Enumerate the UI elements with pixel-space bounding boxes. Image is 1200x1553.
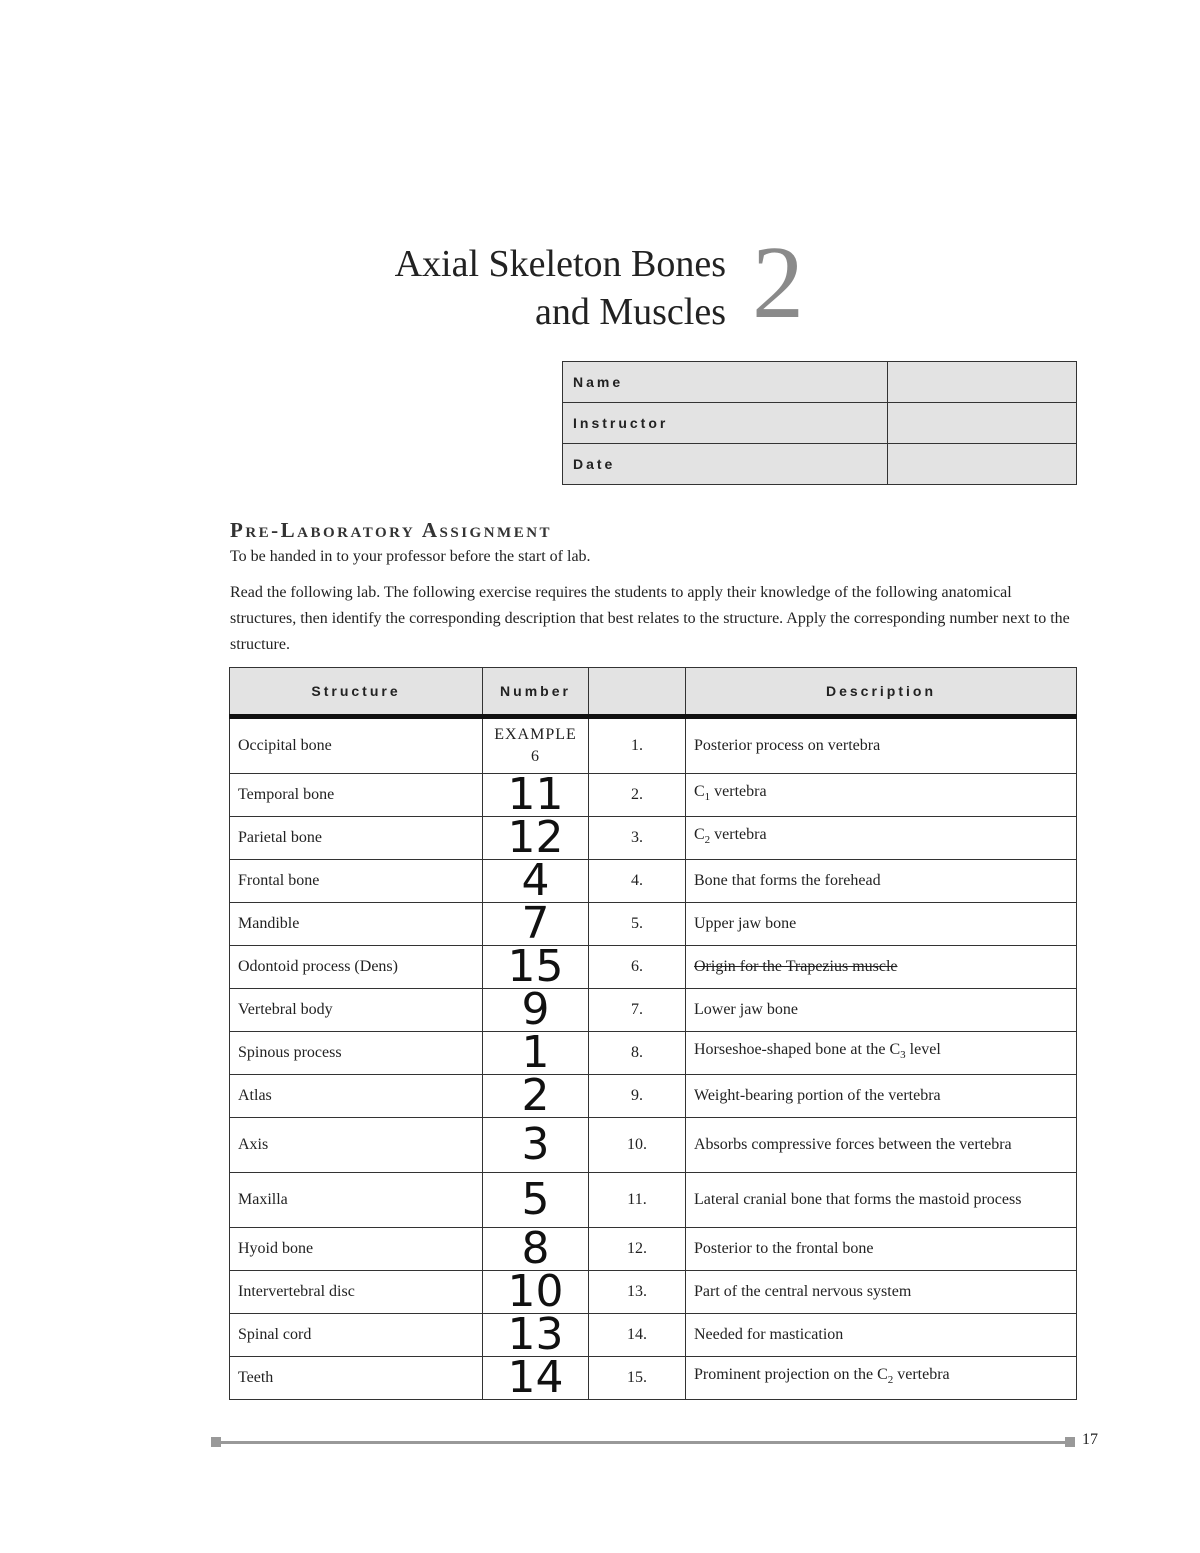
number-answer-cell[interactable] [483, 1309, 589, 1360]
number-answer-cell[interactable] [483, 717, 589, 774]
description-cell: Weight-bearing portion of the vertebra [686, 1075, 1077, 1118]
header-number: Number [483, 668, 589, 717]
title-line-2: and Muscles [534, 291, 726, 333]
description-text: Prominent projection on the C [694, 1366, 888, 1384]
number-answer-cell[interactable] [483, 1070, 589, 1121]
description-index-cell: 6. [589, 946, 686, 989]
table-row [230, 1075, 1077, 1118]
chapter-number: 2 [752, 225, 804, 340]
structure-cell: Intervertebral disc [230, 1271, 483, 1314]
table-row [230, 1228, 1077, 1271]
vertebra-subscript: 2 [704, 834, 711, 847]
description-cell: Lower jaw bone [686, 989, 1077, 1032]
description-text-suffix: level [905, 1041, 941, 1059]
matching-table [229, 667, 1077, 1403]
description-index-cell: 4. [589, 860, 686, 903]
structure-cell: Axis [230, 1118, 483, 1173]
number-answer-cell[interactable] [483, 812, 589, 863]
chapter-title [395, 240, 726, 336]
date-field[interactable] [888, 444, 1077, 485]
info-row-instructor [563, 403, 1077, 444]
description-index-cell: 1. [589, 717, 686, 774]
description-cell: Needed for mastication [686, 1314, 1077, 1357]
table-row [230, 1032, 1077, 1075]
description-index-cell: 13. [589, 1271, 686, 1314]
structure-cell: Maxilla [230, 1173, 483, 1228]
handwritten-answer: 10 [507, 1266, 564, 1317]
number-answer-cell[interactable] [483, 769, 589, 820]
table-row [230, 774, 1077, 817]
description-text-suffix: vertebra [893, 1366, 950, 1384]
table-row [230, 1357, 1077, 1400]
instructor-field[interactable] [888, 403, 1077, 444]
number-answer-cell[interactable] [483, 855, 589, 906]
number-answer-cell[interactable] [483, 1352, 589, 1403]
description-index-cell: 7. [589, 989, 686, 1032]
handwritten-answer: 7 [521, 898, 550, 949]
structure-cell: Mandible [230, 903, 483, 946]
description-index-cell: 15. [589, 1357, 686, 1400]
header-index [589, 668, 686, 717]
title-line-1: Axial Skeleton Bones [394, 243, 726, 285]
header-description: Description [686, 668, 1077, 717]
footer-rule [214, 1441, 1068, 1444]
description-cell [686, 774, 1077, 817]
number-answer-cell[interactable] [483, 1173, 589, 1228]
header-structure: Structure [230, 668, 483, 717]
student-info-table [562, 361, 1077, 485]
page-number: 17 [1082, 1431, 1098, 1448]
description-text: C [694, 783, 705, 801]
structure-cell: Teeth [230, 1357, 483, 1400]
description-cell: Bone that forms the forehead [686, 860, 1077, 903]
description-index-cell: 12. [589, 1228, 686, 1271]
description-cell [686, 1357, 1077, 1400]
handwritten-answer: 13 [507, 1309, 564, 1360]
name-field[interactable] [888, 362, 1077, 403]
number-answer-cell[interactable] [483, 1223, 589, 1274]
footer-right-marker [1065, 1437, 1075, 1447]
structure-cell: Frontal bone [230, 860, 483, 903]
table-row [230, 717, 1077, 774]
description-index-cell: 11. [589, 1173, 686, 1228]
structure-cell: Occipital bone [230, 717, 483, 774]
number-answer-cell[interactable] [483, 941, 589, 992]
structure-cell: Vertebral body [230, 989, 483, 1032]
section-subheading: To be handed in to your professor before the start of lab. [230, 548, 591, 565]
description-cell: Posterior process on vertebra [686, 717, 1077, 774]
handwritten-answer: 14 [507, 1352, 564, 1403]
structure-cell: Temporal bone [230, 774, 483, 817]
section-heading: Pre-Laboratory Assignment [230, 518, 553, 542]
info-row-name [563, 362, 1077, 403]
description-index-cell: 5. [589, 903, 686, 946]
description-cell: Posterior to the frontal bone [686, 1228, 1077, 1271]
description-cell: Lateral cranial bone that forms the mastoid process [686, 1173, 1077, 1228]
description-cell: Part of the central nervous system [686, 1271, 1077, 1314]
description-text-suffix: vertebra [710, 826, 767, 844]
vertebra-subscript: 1 [704, 791, 711, 804]
table-row [230, 1118, 1077, 1173]
table-row [230, 860, 1077, 903]
description-text-suffix: vertebra [710, 783, 767, 801]
number-answer-cell[interactable] [483, 1266, 589, 1317]
description-index-cell: 9. [589, 1075, 686, 1118]
table-row [230, 1173, 1077, 1228]
structure-cell: Parietal bone [230, 817, 483, 860]
table-row [230, 1271, 1077, 1314]
number-answer-cell[interactable] [483, 1118, 589, 1173]
description-index-cell: 14. [589, 1314, 686, 1357]
description-cell [686, 817, 1077, 860]
name-label: Name [563, 362, 888, 403]
description-cell [686, 1032, 1077, 1075]
structure-cell: Spinous process [230, 1032, 483, 1075]
handwritten-answer: 3 [521, 1119, 550, 1170]
description-index-cell: 3. [589, 817, 686, 860]
handwritten-answer: 2 [521, 1070, 550, 1121]
table-row [230, 903, 1077, 946]
info-row-date [563, 444, 1077, 485]
structure-cell: Hyoid bone [230, 1228, 483, 1271]
matching-table-header [230, 668, 1077, 717]
structure-cell: Spinal cord [230, 1314, 483, 1357]
handwritten-answer: 8 [521, 1223, 550, 1274]
number-answer-cell[interactable] [483, 898, 589, 949]
handwritten-answer: 15 [507, 941, 564, 992]
structure-cell: Atlas [230, 1075, 483, 1118]
date-label: Date [563, 444, 888, 485]
table-row [230, 989, 1077, 1032]
instructions-paragraph: Read the following lab. The following exercise requires the students to apply their knowledge of the following anatomical structures, then identify the corresponding description that best relates to the structure. Apply the corresponding number next to the structure. [230, 584, 1070, 653]
description-cell: Upper jaw bone [686, 903, 1077, 946]
number-answer-cell[interactable] [483, 984, 589, 1035]
handwritten-answer: 1 [521, 1027, 550, 1078]
description-cell: Absorbs compressive forces between the vertebra [686, 1118, 1077, 1173]
description-index-cell: 10. [589, 1118, 686, 1173]
description-text: C [694, 826, 705, 844]
example-number: 6 [531, 748, 540, 765]
description-text: Horseshoe-shaped bone at the C [694, 1041, 901, 1059]
handwritten-answer: 9 [521, 984, 550, 1035]
table-row [230, 946, 1077, 989]
handwritten-answer: 12 [507, 812, 564, 863]
handwritten-answer: 11 [507, 769, 564, 820]
description-index-cell: 2. [589, 774, 686, 817]
vertebra-subscript: 2 [887, 1374, 894, 1387]
handwritten-answer: 5 [521, 1174, 550, 1225]
handwritten-answer: 4 [521, 855, 550, 906]
structure-cell: Odontoid process (Dens) [230, 946, 483, 989]
description-index-cell: 8. [589, 1032, 686, 1075]
instructor-label: Instructor [563, 403, 888, 444]
description-cell: Origin for the Trapezius muscle [686, 946, 1077, 989]
vertebra-subscript: 3 [900, 1049, 906, 1062]
table-row [230, 817, 1077, 860]
number-answer-cell[interactable] [483, 1027, 589, 1078]
table-row [230, 1314, 1077, 1357]
example-label: EXAMPLE [494, 726, 577, 743]
